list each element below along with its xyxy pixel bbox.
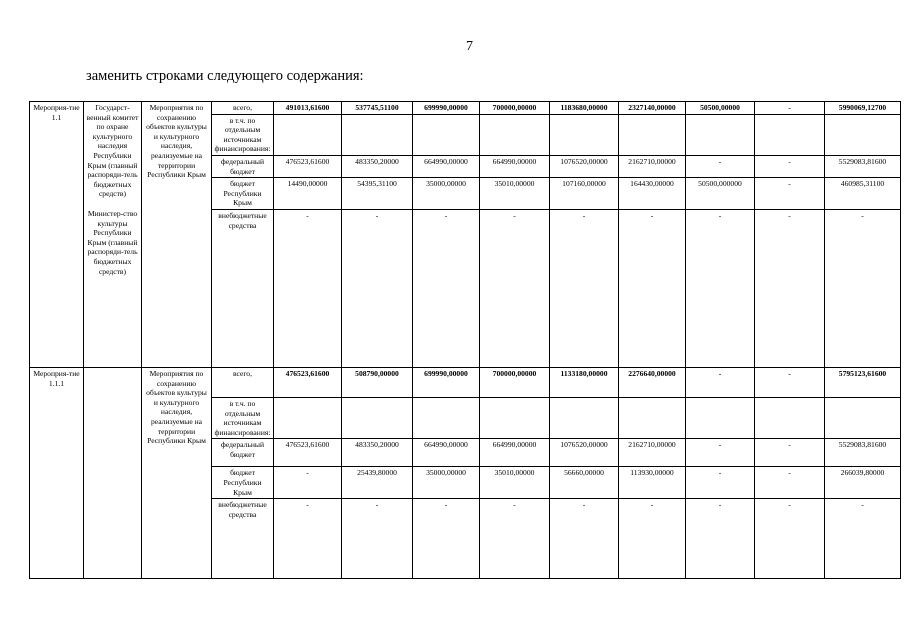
funding-source-cell: внебюджетные средства <box>212 499 274 579</box>
year-value-cell: - <box>755 102 825 115</box>
year-value-cell: 2276640,00000 <box>619 367 686 397</box>
year-value-cell <box>686 397 755 438</box>
year-value-cell <box>413 114 480 155</box>
funding-source-cell: всего, <box>212 367 274 397</box>
year-value-cell: 476523,61600 <box>274 155 342 177</box>
year-value-cell: 1133180,00000 <box>550 367 619 397</box>
event-cell: Мероприя-тие 1.1 <box>30 102 84 368</box>
year-value-cell: 1076520,00000 <box>550 155 619 177</box>
year-value-cell: 1183680,00000 <box>550 102 619 115</box>
funding-source-cell: федеральный бюджет <box>212 439 274 467</box>
year-value-cell <box>755 397 825 438</box>
total-value-cell: 5990069,12700 <box>825 102 901 115</box>
year-value-cell: 113930,00000 <box>619 467 686 499</box>
year-value-cell: 700000,00000 <box>480 367 550 397</box>
year-value-cell: 699990,00000 <box>413 102 480 115</box>
year-value-cell: - <box>755 367 825 397</box>
year-value-cell: 2327140,00000 <box>619 102 686 115</box>
year-value-cell <box>686 114 755 155</box>
year-value-cell <box>619 397 686 438</box>
budget-table <box>29 101 901 579</box>
year-value-cell <box>342 114 413 155</box>
funding-source-cell: всего, <box>212 102 274 115</box>
year-value-cell: - <box>413 209 480 367</box>
year-value-cell: 476523,61600 <box>274 367 342 397</box>
year-value-cell <box>342 397 413 438</box>
year-value-cell: - <box>274 209 342 367</box>
year-value-cell: 508790,00000 <box>342 367 413 397</box>
year-value-cell: - <box>274 499 342 579</box>
year-value-cell: - <box>274 467 342 499</box>
description-cell: Мероприятия по сохранению объектов культуры и культурного наследия, реализуемые на территории Республики Крым <box>142 102 212 368</box>
executor-secondary: Министер-ство культуры Республики Крым (главный распоряди-тель бюджетных средств) <box>87 208 138 276</box>
year-value-cell: - <box>550 499 619 579</box>
year-value-cell: 50500,00000 <box>686 102 755 115</box>
total-value-cell: - <box>825 209 901 367</box>
year-value-cell <box>550 397 619 438</box>
total-value-cell: 5529083,81600 <box>825 155 901 177</box>
year-value-cell: - <box>686 467 755 499</box>
year-value-cell: 35000,00000 <box>413 178 480 210</box>
year-value-cell: - <box>755 209 825 367</box>
year-value-cell <box>480 397 550 438</box>
year-value-cell: 2162710,00000 <box>619 439 686 467</box>
year-value-cell: 699990,00000 <box>413 367 480 397</box>
intro-text: заменить строками следующего содержания: <box>86 68 364 84</box>
table-row <box>30 367 901 397</box>
funding-source-cell: в т.ч. по отдельным источникам финансирования: <box>212 397 274 438</box>
executor-primary: Государст-венный комитет по охране культурного наследия Республики Крым (главный распоряди-тель бюджетных средств) <box>86 103 139 199</box>
table-row <box>30 102 901 115</box>
total-value-cell: - <box>825 499 901 579</box>
description-cell: Мероприятия по сохранению объектов культуры и культурного наследия, реализуемые на территории Республики Крым <box>142 367 212 578</box>
year-value-cell: 700000,00000 <box>480 102 550 115</box>
year-value-cell: - <box>686 367 755 397</box>
year-value-cell <box>274 397 342 438</box>
year-value-cell: 164430,00000 <box>619 178 686 210</box>
funding-source-cell: внебюджетные средства <box>212 209 274 367</box>
executor-cell <box>84 102 142 368</box>
year-value-cell: - <box>686 439 755 467</box>
year-value-cell: 54395,31100 <box>342 178 413 210</box>
year-value-cell: 664990,00000 <box>480 155 550 177</box>
executor-gap <box>86 199 139 209</box>
year-value-cell: - <box>413 499 480 579</box>
funding-source-cell: федеральный бюджет <box>212 155 274 177</box>
year-value-cell: 35010,00000 <box>480 467 550 499</box>
year-value-cell: 476523,61600 <box>274 439 342 467</box>
year-value-cell: - <box>755 467 825 499</box>
year-value-cell <box>755 114 825 155</box>
funding-source-cell: бюджет Республики Крым <box>212 467 274 499</box>
year-value-cell: 537745,51100 <box>342 102 413 115</box>
total-value-cell: 5795123,61600 <box>825 367 901 397</box>
year-value-cell: 25439,80000 <box>342 467 413 499</box>
year-value-cell: 483350,20000 <box>342 439 413 467</box>
year-value-cell: - <box>755 499 825 579</box>
year-value-cell: 664990,00000 <box>413 439 480 467</box>
year-value-cell: - <box>619 209 686 367</box>
year-value-cell: - <box>755 155 825 177</box>
year-value-cell: - <box>755 178 825 210</box>
year-value-cell: - <box>550 209 619 367</box>
year-value-cell: - <box>686 155 755 177</box>
year-value-cell <box>274 114 342 155</box>
year-value-cell: - <box>480 499 550 579</box>
year-value-cell: 35000,00000 <box>413 467 480 499</box>
year-value-cell: 491013,61600 <box>274 102 342 115</box>
funding-source-cell: бюджет Республики Крым <box>212 178 274 210</box>
executor-cell <box>84 367 142 578</box>
year-value-cell <box>619 114 686 155</box>
total-value-cell <box>825 114 901 155</box>
year-value-cell: - <box>755 439 825 467</box>
year-value-cell: - <box>686 209 755 367</box>
year-value-cell: - <box>342 499 413 579</box>
year-value-cell: 56660,00000 <box>550 467 619 499</box>
total-value-cell: 5529083,81600 <box>825 439 901 467</box>
funding-source-cell: в т.ч. по отдельным источникам финансирования: <box>212 114 274 155</box>
year-value-cell: 2162710,00000 <box>619 155 686 177</box>
year-value-cell: - <box>342 209 413 367</box>
year-value-cell: 14490,00000 <box>274 178 342 210</box>
year-value-cell <box>413 397 480 438</box>
year-value-cell: 107160,00000 <box>550 178 619 210</box>
total-value-cell <box>825 397 901 438</box>
year-value-cell: - <box>619 499 686 579</box>
year-value-cell <box>550 114 619 155</box>
year-value-cell: 1076520,00000 <box>550 439 619 467</box>
total-value-cell: 460985,31100 <box>825 178 901 210</box>
year-value-cell: 664990,00000 <box>480 439 550 467</box>
page-number: 7 <box>466 39 473 54</box>
year-value-cell: - <box>686 499 755 579</box>
total-value-cell: 266039,80000 <box>825 467 901 499</box>
year-value-cell <box>480 114 550 155</box>
year-value-cell: 483350,20000 <box>342 155 413 177</box>
year-value-cell: 35010,00000 <box>480 178 550 210</box>
event-cell: Мероприя-тие 1.1.1 <box>30 367 84 578</box>
year-value-cell: 50500,000000 <box>686 178 755 210</box>
year-value-cell: 664990,00000 <box>413 155 480 177</box>
year-value-cell: - <box>480 209 550 367</box>
